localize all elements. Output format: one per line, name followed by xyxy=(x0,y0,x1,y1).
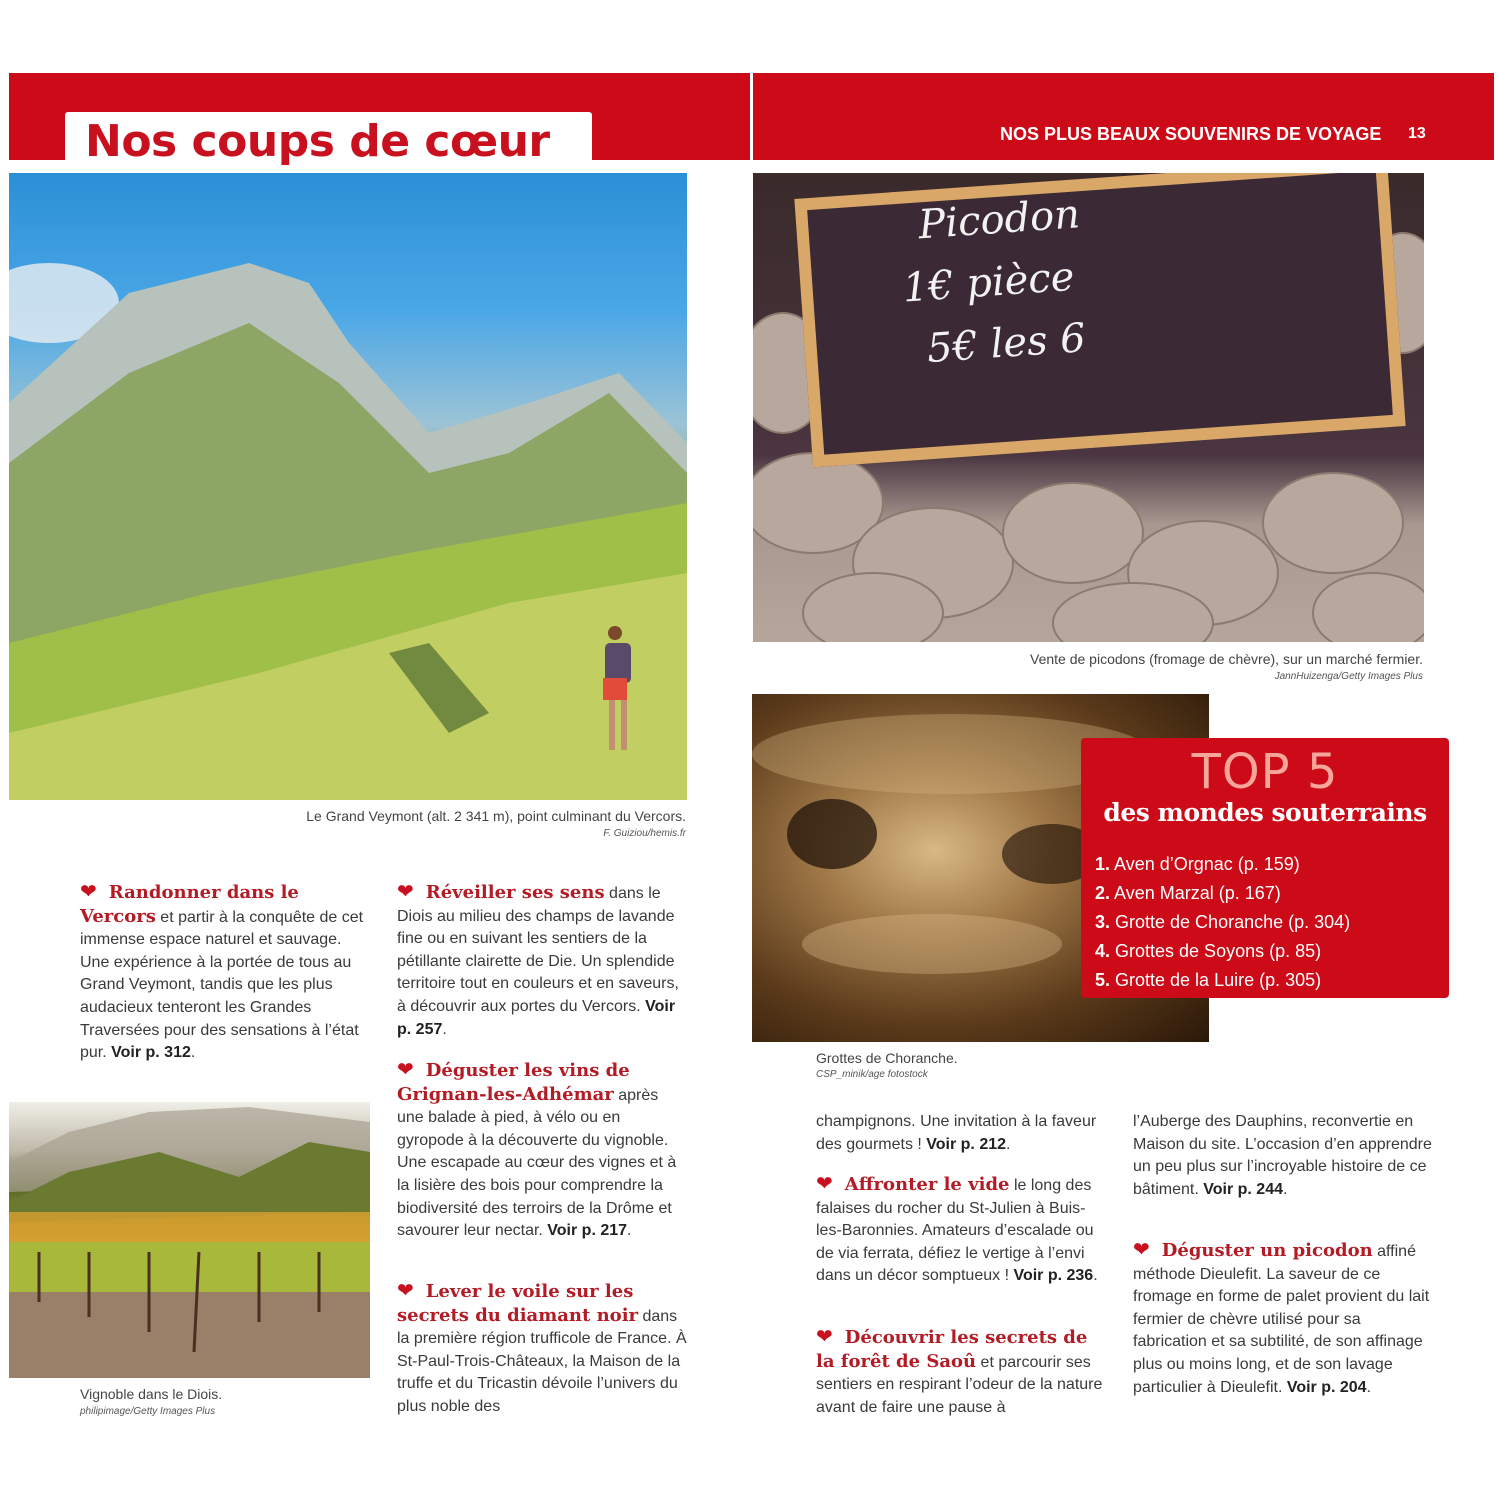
top5-item: 3. Grotte de Choranche (p. 304) xyxy=(1095,912,1351,932)
top5-item: 2. Aven Marzal (p. 167) xyxy=(1095,883,1281,903)
item-body: après une balade à pied, à vélo ou en gyropode à la découverte du vignoble. Une escapade au cœur des vignes et à la lisière des bois pour comprendre la biodiversité des terroirs de la Drôme et savourer leur nectar. xyxy=(397,1086,677,1240)
credit-cheese: JannHuizenga/Getty Images Plus xyxy=(1274,671,1423,682)
caption-cheese: Vente de picodons (fromage de chèvre), sur un marché fermier. xyxy=(1030,651,1423,667)
vineyard-illustration xyxy=(9,1102,370,1378)
coup-de-coeur-item: ❤ Déguster les vins de Grignan-les-Adhémar après une balade à pied, à vélo ou en gyropode à la découverte du vignoble. Une escapade au cœur des vignes et à la lisière des bois pour comprendre la biodiversité des terroirs de la Drôme et savourer leur nectar. Voir p. 217. xyxy=(397,1059,677,1240)
item-body: champignons. Une invitation à la faveur des gourmets ! xyxy=(816,1113,1097,1153)
item-body: affiné méthode Dieulefit. La saveur de ce fromage en forme de palet provient du lait fermier de chèvre utilisé pour sa fabrication et sa subtilité, de son affinage plus ou moins long, et de son lavage particulier à Dieulefit. xyxy=(1133,1243,1430,1396)
heart-icon: ❤ xyxy=(397,1059,414,1081)
item-page-ref: Voir p. 257 xyxy=(397,997,676,1038)
heart-icon: ❤ xyxy=(1133,1239,1150,1261)
top5-title: TOP 5 xyxy=(1191,744,1339,800)
chalk-line-2: 1€ pièce xyxy=(901,253,1076,312)
top5-item: 5. Grotte de la Luire (p. 305) xyxy=(1095,970,1322,990)
header-band-right xyxy=(753,73,1494,160)
caption-mountain: Le Grand Veymont (alt. 2 341 m), point culminant du Vercors. xyxy=(306,808,686,824)
coup-de-coeur-item: ❤ Déguster un picodon affiné méthode Dieulefit. La saveur de ce fromage en forme de palet provient du lait fermier de chèvre utilisé pour sa fabrication et sa subtilité, de son affinage plus ou moins long, et de son lavage particulier à Dieulefit. Voir p. 204. xyxy=(1133,1239,1430,1396)
item-page-ref: Voir p. 212 xyxy=(926,1135,1007,1153)
coup-de-coeur-item-continued: l’Auberge des Dauphins, reconvertie en Maison du site. L’occasion d’en apprendre un peu plus sur l’incroyable histoire de ce bâtiment. Voir p. 244. xyxy=(1133,1113,1432,1198)
coup-de-coeur-item-continued: champignons. Une invitation à la faveur des gourmets ! Voir p. 212. xyxy=(816,1113,1097,1153)
item-page-ref: Voir p. 312 xyxy=(111,1044,191,1062)
coup-de-coeur-item: ❤ Affronter le vide le long des falaises du rocher du St-Julien à Buis-les-Baronnies. Amateurs d’escalade ou de via ferrata, défiez le vertige à l’envi dans un décor somptueux ! Voir p. 236. xyxy=(816,1173,1098,1285)
chalk-line-1: Picodon xyxy=(916,191,1082,249)
heart-icon: ❤ xyxy=(816,1173,833,1195)
item-heading: Déguster un picodon xyxy=(1161,1240,1373,1261)
credit-cave: CSP_minik/age fotostock xyxy=(816,1069,928,1080)
item-page-ref: Voir p. 204 xyxy=(1286,1378,1367,1396)
photo-grand-veymont xyxy=(9,173,687,800)
item-body: dans la première région trufficole de France. À St-Paul-Trois-Châteaux, la Maison de la truffe et du Tricastin dévoile l’univers du plus noble des xyxy=(397,1307,687,1415)
coup-de-coeur-item xyxy=(397,1281,689,1419)
credit-mountain: F. Guiziou/hemis.fr xyxy=(603,828,686,839)
caption-cave: Grottes de Choranche. xyxy=(816,1050,958,1066)
item-page-ref: Voir p. 244 xyxy=(1203,1180,1283,1198)
mountain-illustration xyxy=(9,173,687,800)
photo-picodon-market xyxy=(753,173,1424,642)
item-page-ref: Voir p. 236 xyxy=(1013,1267,1094,1285)
item-heading: Découvrir les secrets de la forêt de Saoû xyxy=(816,1327,1088,1372)
top5-subtitle: des mondes souterrains xyxy=(1103,798,1427,827)
heart-icon: ❤ xyxy=(816,1326,833,1348)
item-heading: Affronter le vide xyxy=(844,1174,1010,1195)
running-head: NOS PLUS BEAUX SOUVENIRS DE VOYAGE xyxy=(1000,124,1382,144)
coup-de-coeur-item: ❤ Réveiller ses sens dans le Diois au milieu des champs de lavande fine ou en suivant les sentiers de la pétillante clairette de Die. Un splendide territoire tout en couleurs et en saveurs, à découvrir aux portes du Vercors. Voir p. 257. xyxy=(397,881,679,1038)
top5-item: 4. Grottes de Soyons (p. 85) xyxy=(1095,941,1322,961)
item-body: et partir à la conquête de cet immense espace naturel et sauvage. Une expérience à la portée de tous au Grand Veymont, tandis que les plus audacieux tenteront les Grandes Traversées pour des sensations à l’état pur. xyxy=(80,908,364,1062)
top5-list xyxy=(1095,850,1350,995)
chalkboard-sign xyxy=(794,173,1405,467)
page-title: Nos coups de cœur xyxy=(85,116,550,167)
item-heading: Randonner dans le Vercors xyxy=(80,882,299,927)
chalk-line-3: 5€ les 6 xyxy=(925,315,1088,373)
item-body: et parcourir ses sentiers en respirant l’odeur de la nature avant de faire une pause à xyxy=(816,1353,1103,1416)
coup-de-coeur-item: ❤ Randonner dans le Vercors et partir à la conquête de cet immense espace naturel et sauvage. Une expérience à la portée de tous au Grand Veymont, tandis que les plus audacieux tenteront les Grandes Traversées pour des sensations à l’état pur. Voir p. 312. xyxy=(80,881,364,1062)
coup-de-coeur-item xyxy=(816,1327,1108,1419)
photo-vineyard-diois xyxy=(9,1102,370,1378)
credit-vineyard: philipimage/Getty Images Plus xyxy=(80,1406,216,1417)
heart-icon: ❤ xyxy=(397,881,414,903)
heart-icon: ❤ xyxy=(397,1280,414,1302)
heart-icon: ❤ xyxy=(80,881,97,903)
item-body: l’Auberge des Dauphins, reconvertie en Maison du site. L’occasion d’en apprendre un peu plus sur l’incroyable histoire de ce bâtiment. xyxy=(1133,1113,1432,1198)
item-body: le long des falaises du rocher du St-Julien à Buis-les-Baronnies. Amateurs d’escalade ou de via ferrata, défiez le vertige à l’envi dans un décor somptueux ! xyxy=(816,1177,1094,1285)
item-page-ref: Voir p. 217 xyxy=(547,1222,628,1240)
item-heading: Réveiller ses sens xyxy=(425,882,605,903)
item-heading: Déguster les vins de Grignan-les-Adhémar xyxy=(397,1060,630,1105)
caption-vineyard: Vignoble dans le Diois. xyxy=(80,1386,223,1402)
page-number: 13 xyxy=(1408,125,1426,142)
item-body: dans le Diois au milieu des champs de lavande fine ou en suivant les sentiers de la pétillante clairette de Die. Un splendide territoire tout en couleurs et en saveurs, à découvrir aux portes du Vercors. xyxy=(397,885,679,1015)
item-heading: Lever le voile sur les secrets du diamant noir xyxy=(397,1281,639,1326)
top5-item: 1. Aven d’Orgnac (p. 159) xyxy=(1095,854,1300,874)
top5-box xyxy=(1081,738,1449,998)
